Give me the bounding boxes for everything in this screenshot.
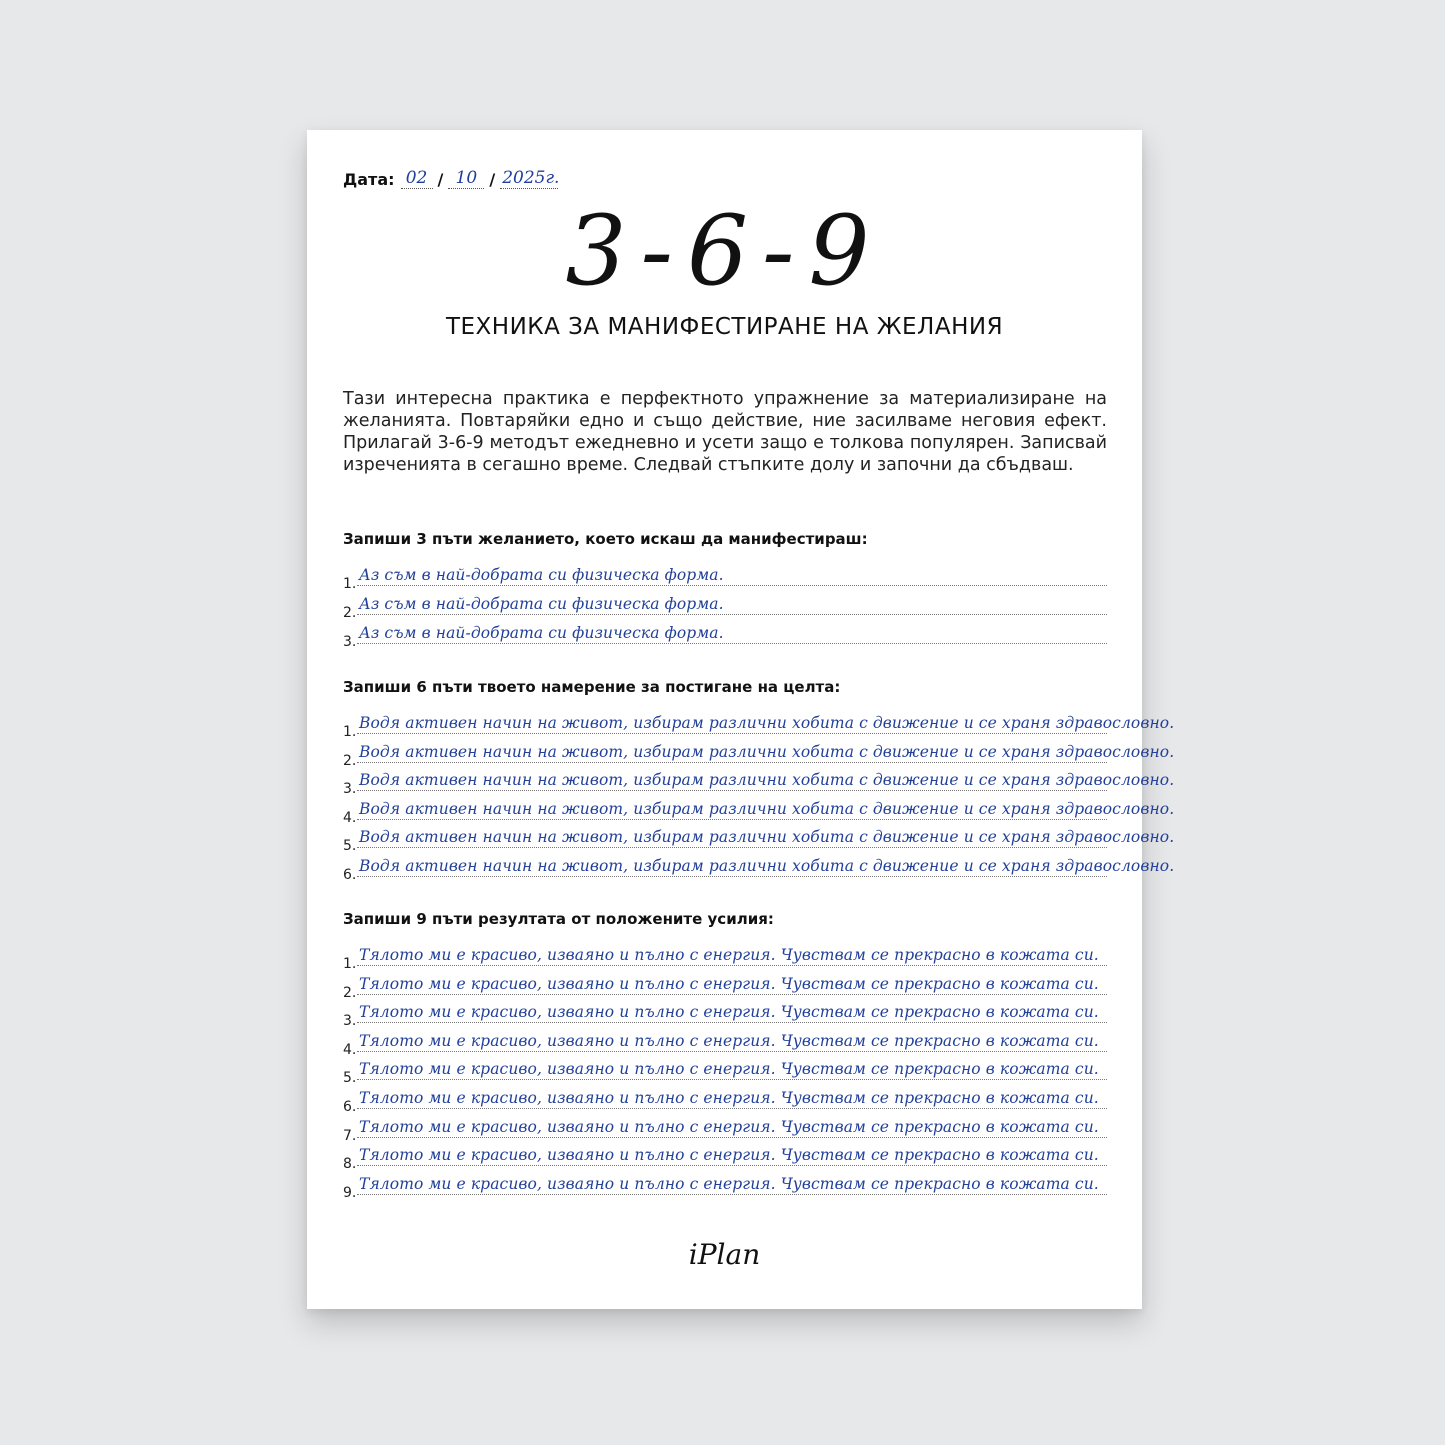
line-number: 1. — [343, 724, 357, 740]
writing-line[interactable] — [343, 997, 1107, 1030]
line-number: 2. — [343, 984, 357, 1001]
line-number: 4. — [343, 1041, 357, 1058]
writing-line[interactable] — [343, 618, 1107, 650]
line-number: 6. — [343, 867, 357, 883]
line-number: 1. — [343, 576, 357, 592]
section-heading: Запиши 9 пъти резултата от положените усилия: — [343, 910, 774, 928]
writing-line[interactable] — [343, 822, 1175, 855]
dotted-rule — [357, 733, 1107, 734]
line-number: 3. — [343, 1013, 357, 1030]
writing-line[interactable] — [343, 1140, 1107, 1173]
dotted-rule — [357, 847, 1107, 848]
writing-line[interactable] — [343, 708, 1175, 740]
date-row — [343, 168, 558, 189]
line-number: 3. — [343, 634, 357, 650]
writing-line[interactable] — [343, 969, 1107, 1001]
writing-line[interactable] — [343, 765, 1175, 798]
dotted-rule — [357, 994, 1107, 995]
page-title: 3-6-9 — [565, 195, 884, 307]
handwritten-entry[interactable]: Тялото ми е красиво, изваяно и пълно с енергия. Чувствам се прекрасно в кожата си. — [359, 1060, 1099, 1079]
page-subtitle: ТЕХНИКА ЗА МАНИФЕСТИРАНЕ НА ЖЕЛАНИЯ — [445, 314, 1004, 340]
line-number: 8. — [343, 1156, 357, 1173]
line-number: 2. — [343, 605, 357, 621]
date-label: Дата: — [343, 170, 395, 189]
writing-line[interactable] — [343, 1083, 1107, 1115]
writing-line[interactable] — [343, 589, 1107, 621]
date-separator: / — [489, 170, 496, 189]
handwritten-entry[interactable]: Тялото ми е красиво, изваяно и пълно с енергия. Чувствам се прекрасно в кожата си. — [359, 974, 1099, 993]
writing-line[interactable] — [343, 851, 1175, 883]
line-number: 6. — [343, 1099, 357, 1115]
date-day-field[interactable]: 02 — [401, 168, 433, 189]
worksheet-page — [307, 130, 1175, 1309]
dotted-rule — [357, 614, 1107, 615]
handwritten-entry[interactable]: Тялото ми е красиво, изваяно и пълно с енергия. Чувствам се прекрасно в кожата си. — [359, 1031, 1099, 1050]
handwritten-entry[interactable]: Аз съм в най-добрата си физическа форма. — [359, 624, 724, 642]
section-heading: Запиши 6 пъти твоето намерение за постигане на целта: — [343, 678, 841, 696]
writing-line[interactable] — [343, 1026, 1107, 1058]
intro-paragraph: Тази интересна практика е перфектното упражнение за материализиране на желанията. Повтаряйки едно и също действие, ние засилваме неговия ефект. Прилагай 3-6-9 методът ежедневно и усети защо е толкова популярен. Записвай изреченията в сегашно време. Следвай стъпките долу и започни да сбъдваш. — [343, 389, 1107, 475]
dotted-rule — [357, 876, 1107, 877]
writing-line[interactable] — [343, 1169, 1107, 1201]
handwritten-entry[interactable]: Водя активен начин на живот, избирам различни хобита с движение и се храня здравословно. — [359, 857, 1175, 875]
handwritten-entry[interactable]: Водя активен начин на живот, избирам различни хобита с движение и се храня здравословно. — [359, 799, 1175, 818]
writing-line[interactable] — [343, 794, 1175, 826]
dotted-rule — [357, 1108, 1107, 1109]
line-number: 4. — [343, 809, 357, 826]
dotted-rule — [357, 585, 1107, 586]
writing-line[interactable] — [343, 737, 1175, 769]
dotted-rule — [357, 1079, 1107, 1080]
handwritten-entry[interactable]: Водя активен начин на живот, избирам различни хобита с движение и се храня здравословно. — [359, 742, 1175, 761]
handwritten-entry[interactable]: Аз съм в най-добрата си физическа форма. — [359, 566, 724, 584]
dotted-rule — [357, 643, 1107, 644]
handwritten-entry[interactable]: Тялото ми е красиво, изваяно и пълно с енергия. Чувствам се прекрасно в кожата си. — [359, 946, 1099, 964]
handwritten-entry[interactable]: Тялото ми е красиво, изваяно и пълно с енергия. Чувствам се прекрасно в кожата си. — [359, 1117, 1099, 1136]
handwritten-entry[interactable]: Тялото ми е красиво, изваяно и пълно с енергия. Чувствам се прекрасно в кожата си. — [359, 1089, 1099, 1107]
line-number: 7. — [343, 1127, 357, 1144]
handwritten-entry[interactable]: Водя активен начин на живот, избирам различни хобита с движение и се храня здравословно. — [359, 828, 1175, 847]
writing-line[interactable] — [343, 1054, 1107, 1087]
date-separator: / — [437, 170, 444, 189]
dotted-rule — [357, 965, 1107, 966]
iplan-logo: iPlan — [688, 1238, 761, 1271]
date-year-field[interactable]: 2025г. — [502, 168, 560, 188]
line-number: 3. — [343, 781, 357, 798]
dotted-rule — [357, 1194, 1107, 1195]
dotted-rule — [357, 762, 1107, 763]
dotted-rule — [357, 1137, 1107, 1138]
line-number: 9. — [343, 1184, 357, 1201]
dotted-rule — [357, 1165, 1107, 1166]
writing-line[interactable] — [343, 560, 1107, 592]
handwritten-entry[interactable]: Аз съм в най-добрата си физическа форма. — [359, 595, 724, 613]
dotted-rule — [357, 790, 1107, 791]
line-number: 5. — [343, 1070, 357, 1087]
section-heading: Запиши 3 пъти желанието, което искаш да манифестираш: — [343, 530, 868, 548]
handwritten-entry[interactable]: Тялото ми е красиво, изваяно и пълно с енергия. Чувствам се прекрасно в кожата си. — [359, 1003, 1099, 1022]
line-number: 2. — [343, 752, 357, 769]
writing-line[interactable] — [343, 1112, 1107, 1144]
dotted-rule — [357, 1051, 1107, 1052]
handwritten-entry[interactable]: Водя активен начин на живот, избирам различни хобита с движение и се храня здравословно. — [359, 771, 1175, 790]
dotted-rule — [357, 1022, 1107, 1023]
line-number: 5. — [343, 838, 357, 855]
line-number: 1. — [343, 956, 357, 972]
writing-line[interactable] — [343, 940, 1107, 972]
dotted-rule — [357, 819, 1107, 820]
handwritten-entry[interactable]: Водя активен начин на живот, избирам различни хобита с движение и се храня здравословно. — [359, 714, 1175, 732]
date-month-field[interactable]: 10 — [448, 168, 484, 189]
handwritten-entry[interactable]: Тялото ми е красиво, изваяно и пълно с енергия. Чувствам се прекрасно в кожата си. — [359, 1174, 1099, 1193]
handwritten-entry[interactable]: Тялото ми е красиво, изваяно и пълно с енергия. Чувствам се прекрасно в кожата си. — [359, 1146, 1099, 1165]
